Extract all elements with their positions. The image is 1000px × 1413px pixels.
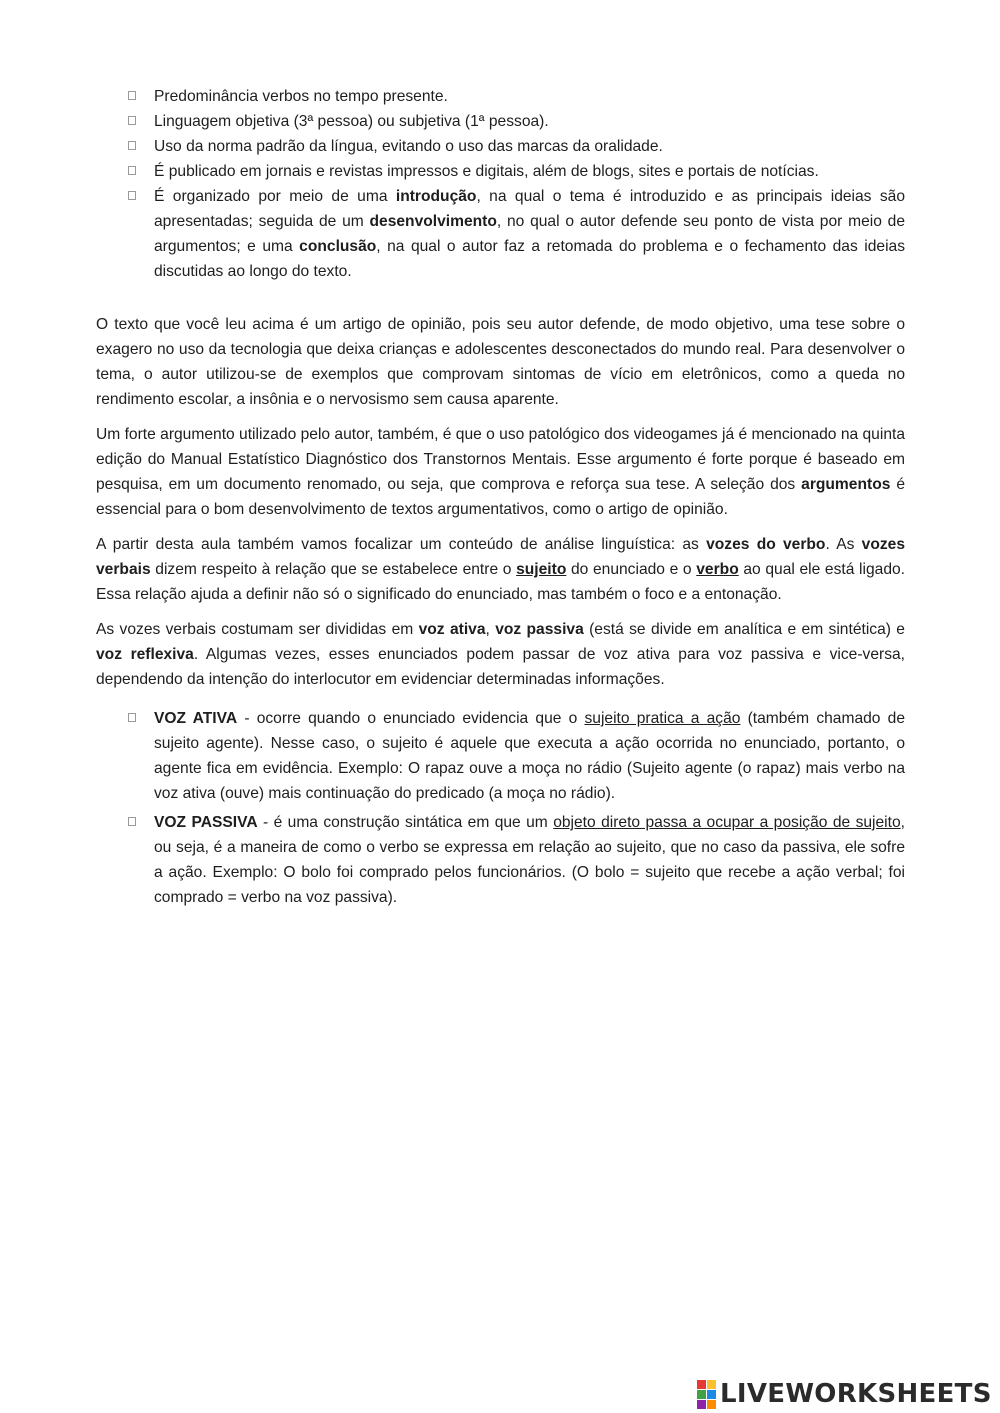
list-item: [96, 134, 905, 159]
emphasis-text: vozes do verbo: [706, 536, 826, 553]
text-run: , na qual o autor faz a retomada do problema e o fechamento das ideias discutidas ao longo do texto.: [154, 238, 906, 280]
text-run: ,: [485, 621, 496, 638]
text-run: do enunciado e o: [566, 561, 697, 578]
characteristics-list: [96, 84, 905, 284]
logo-square: [697, 1400, 706, 1409]
emphasis-text: desenvolvimento: [369, 213, 497, 230]
liveworksheets-logo: [697, 1379, 992, 1409]
bullet-box-icon: [128, 91, 136, 100]
list-item: [96, 706, 905, 806]
text-run: é essencial para o bom desenvolvimento de textos argumentativos, como o artigo de opinião.: [96, 476, 905, 518]
text-run: ao qual ele está ligado. Essa relação ajuda a definir não só o significado do enunciado, mas também o foco e a entonação.: [96, 561, 906, 603]
emphasis-text: vozes verbais: [96, 536, 905, 578]
logo-square: [707, 1380, 716, 1389]
emphasis-text: argumentos: [801, 476, 891, 493]
text-run: Uso da norma padrão da língua, evitando o uso das marcas da oralidade.: [154, 138, 663, 155]
text-run: É publicado em jornais e revistas impressos e digitais, além de blogs, sites e portais de notícias.: [154, 163, 819, 180]
list-item: [96, 159, 905, 184]
emphasis-text: objeto direto passa a ocupar a posição de sujeito: [553, 814, 901, 831]
bullet-box-icon: [128, 713, 136, 722]
body-text: [96, 312, 905, 692]
text-run: - ocorre quando o enunciado evidencia que o: [237, 710, 585, 727]
emphasis-text: voz reflexiva: [96, 646, 194, 663]
paragraph: [96, 532, 905, 607]
logo-square: [697, 1390, 706, 1399]
document-page: [96, 84, 905, 914]
text-run: Um forte argumento utilizado pelo autor, também, é que o uso patológico dos videogames já é mencionado na quinta edição do Manual Estatístico Diagnóstico dos Transtornos Mentais. Esse argumento é forte porque é baseado em pesquisa, em um documento renomado, ou seja, que comprova e reforça sua tese. A seleção dos: [96, 426, 905, 493]
paragraph: [96, 312, 905, 412]
text-run: , ou seja, é a maneira de como o verbo se expressa em relação ao sujeito, que no caso da passiva, ele sofre a ação. Exemplo: O bolo foi comprado pelos funcionários. (O bolo = sujeito que recebe a ação verbal; foi comprado = verbo na voz passiva).: [154, 814, 905, 906]
text-run: A partir desta aula também vamos focalizar um conteúdo de análise linguística: as: [96, 536, 707, 553]
emphasis-text: conclusão: [299, 238, 377, 255]
text-run: Predominância verbos no tempo presente.: [154, 88, 448, 105]
logo-square: [707, 1400, 716, 1409]
emphasis-text: VOZ ATIVA: [154, 710, 238, 727]
emphasis-text: sujeito: [516, 561, 567, 578]
emphasis-text: sujeito pratica a ação: [584, 710, 741, 727]
text-run: Linguagem objetiva (3ª pessoa) ou subjetiva (1ª pessoa).: [154, 113, 549, 130]
emphasis-text: verbo: [696, 561, 739, 578]
logo-square: [697, 1380, 706, 1389]
text-run: . As: [825, 536, 862, 553]
logo-text: LIVEWORKSHEETS: [720, 1379, 992, 1409]
logo-mark-icon: [697, 1380, 716, 1409]
paragraph: [96, 617, 905, 692]
paragraph: [96, 422, 905, 522]
text-run: , no qual o autor defende seu ponto de vista por meio de argumentos; e uma: [154, 213, 905, 255]
text-run: , na qual o tema é introduzido e as principais ideias são apresentadas; seguida de um: [154, 188, 906, 230]
text-run: (está se divide em analítica e em sintética) e: [583, 621, 905, 638]
text-run: É organizado por meio de uma: [154, 188, 396, 205]
text-run: - é uma construção sintática em que um: [257, 814, 554, 831]
text-run: O texto que você leu acima é um artigo de opinião, pois seu autor defende, de modo objetivo, uma tese sobre o exagero no uso da tecnologia que deixa crianças e adolescentes desconectados do mundo real. Para desenvolver o tema, o autor utilizou-se de exemplos que comprovam sintomas de vício em eletrônicos, como a queda no rendimento escolar, a insônia e o nervosismo sem causa aparente.: [96, 316, 905, 408]
emphasis-text: voz passiva: [495, 621, 584, 638]
bullet-box-icon: [128, 166, 136, 175]
list-item: [96, 109, 905, 134]
emphasis-text: voz ativa: [418, 621, 486, 638]
bullet-box-icon: [128, 191, 136, 200]
list-item: [96, 184, 905, 284]
bullet-box-icon: [128, 116, 136, 125]
logo-square: [707, 1390, 716, 1399]
emphasis-text: introdução: [395, 188, 477, 205]
emphasis-text: VOZ PASSIVA: [154, 814, 258, 831]
text-run: dizem respeito à relação que se estabelece entre o: [150, 561, 517, 578]
list-item: [96, 84, 905, 109]
bullet-box-icon: [128, 141, 136, 150]
text-run: (também chamado de sujeito agente). Nesse caso, o sujeito é aquele que executa a ação ocorrida no enunciado, portanto, o agente fica em evidência. Exemplo: O rapaz ouve a moça no rádio (Sujeito agente (o rapaz) mais verbo na voz ativa (ouve) mais continuação do predicado (a moça no rádio).: [154, 710, 906, 802]
list-item: [96, 810, 905, 910]
text-run: . Algumas vezes, esses enunciados podem passar de voz ativa para voz passiva e vice-versa, dependendo da intenção do interlocutor em evidenciar determinadas informações.: [96, 646, 905, 688]
verb-voices-list: [96, 706, 905, 910]
bullet-box-icon: [128, 817, 136, 826]
text-run: As vozes verbais costumam ser divididas em: [96, 621, 419, 638]
